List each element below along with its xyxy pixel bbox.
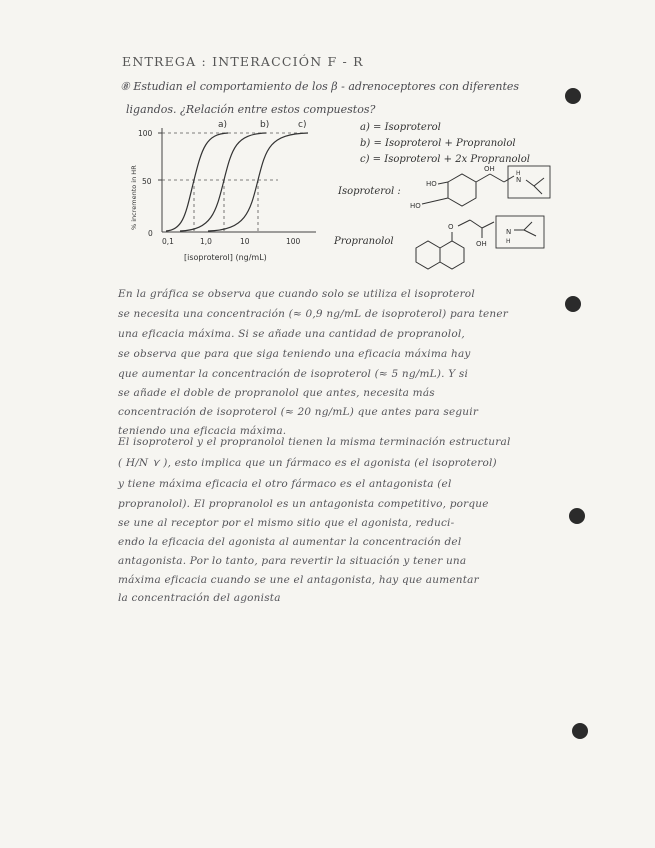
x-tick-10: 10 — [240, 237, 250, 246]
isoproterol-h: H — [516, 170, 521, 177]
curve-label-b: b) — [260, 120, 270, 130]
question-line-1: ⑧ Estudian el comportamiento de los β - adrenoceptores con diferentes — [120, 80, 520, 93]
propranolol-bond-8 — [524, 230, 536, 236]
propranolol-bond-4 — [482, 222, 494, 228]
paragraph-1-line: se observa que para que siga teniendo una eficacia máxima hay — [118, 348, 471, 360]
paragraph-2-line: máxima eficacia cuando se une el antagonista, hay que aumentar — [118, 574, 479, 586]
isoproterol-bond-6 — [534, 186, 542, 194]
paragraph-1-line: se añade el doble de propranolol que antes, necesita más — [118, 387, 435, 399]
y-tick-0: 0 — [148, 229, 153, 238]
punch-hole-1 — [565, 88, 581, 104]
punch-hole-2 — [565, 296, 581, 312]
isoproterol-ho-bottom: HO — [410, 202, 421, 210]
isoproterol-bond-8 — [422, 198, 448, 204]
paragraph-1-line: que aumentar la concentración de isoproterol (≈ 5 ng/mL). Y si — [118, 368, 469, 380]
paragraph-2-line: ( H/N ⋎ ), esto implica que un fármaco es el agonista (el isoproterol) — [118, 457, 497, 469]
isoproterol-oh: OH — [484, 165, 495, 173]
paragraph-2-line: propranolol). El propranolol es un antagonista competitivo, porque — [118, 498, 489, 510]
propranolol-h: H — [506, 238, 511, 245]
isoproterol-benzene-ring — [448, 174, 476, 206]
isoproterol-bond-7 — [438, 182, 448, 184]
isoproterol-bond-5 — [534, 178, 544, 186]
x-axis-label: [isoproterol] (ng/mL) — [184, 253, 267, 262]
curve-label-a: a) — [218, 120, 228, 130]
isoproterol-n: N — [516, 176, 522, 184]
legend-b: b) = Isoproterol + Propranolol — [360, 138, 516, 149]
isoproterol-bond-1 — [476, 174, 490, 182]
paragraph-2-line: se une al receptor por el mismo sitio que el agonista, reduci- — [118, 517, 455, 529]
isoproterol-bond-4 — [526, 180, 534, 186]
paragraph-1-line: En la gráfica se observa que cuando solo se utiliza el isoproterol — [118, 288, 475, 300]
legend-a: a) = Isoproterol — [360, 122, 441, 133]
propranolol-ring-1 — [416, 241, 440, 269]
y-axis-label: % incremento in HR — [130, 165, 138, 230]
x-tick-1-0: 1,0 — [200, 237, 212, 246]
propranolol-bond-3 — [470, 220, 482, 228]
paragraph-2-line: endo la eficacia del agonista al aumentar la concentración del — [118, 536, 462, 548]
propranolol-structure-label: Propranolol — [334, 236, 394, 247]
punch-hole-4 — [572, 723, 588, 739]
x-tick-0-1: 0,1 — [162, 237, 174, 246]
paragraph-1-line: una eficacia máxima. Si se añade una cantidad de propranolol, — [118, 328, 465, 340]
paragraph-1-line: concentración de isoproterol (≈ 20 ng/mL) que antes para seguir — [118, 406, 479, 418]
paragraph-2-line: la concentración del agonista — [118, 592, 281, 604]
paragraph-2-line: y tiene máxima eficacia el otro fármaco es el antagonista (el — [118, 478, 452, 490]
curve-label-c: c) — [298, 120, 307, 130]
propranolol-structure — [406, 214, 556, 274]
paragraph-1-line: teniendo una eficacia máxima. — [118, 425, 287, 437]
y-tick-100: 100 — [138, 129, 153, 138]
question-line-2: ligandos. ¿Relación entre estos compuestos? — [126, 103, 376, 116]
curve-a — [166, 133, 228, 231]
x-tick-100: 100 — [286, 237, 301, 246]
propranolol-amine-box — [496, 216, 544, 248]
propranolol-n: N — [506, 228, 512, 236]
propranolol-bond-2 — [458, 220, 470, 226]
propranolol-ring-2 — [440, 241, 464, 269]
isoproterol-ho-top: HO — [426, 180, 437, 188]
isoproterol-structure-label: Isoproterol : — [338, 186, 401, 197]
page-title: ENTREGA : INTERACCIÓN F - R — [122, 54, 364, 69]
y-tick-50: 50 — [142, 177, 152, 186]
propranolol-o: O — [448, 223, 454, 231]
propranolol-oh: OH — [476, 240, 487, 248]
paragraph-2-line: El isoproterol y el propranolol tienen la misma terminación estructural — [118, 436, 511, 448]
isoproterol-bond-3 — [504, 176, 514, 182]
propranolol-bond-7 — [524, 222, 532, 230]
paragraph-2-line: antagonista. Por lo tanto, para revertir la situación y tener una — [118, 555, 467, 567]
legend-c: c) = Isoproterol + 2x Propranolol — [360, 154, 530, 165]
isoproterol-bond-2 — [490, 174, 504, 182]
punch-hole-3 — [569, 508, 585, 524]
dose-response-graph — [118, 112, 338, 272]
paragraph-1-line: se necesita una concentración (≈ 0,9 ng/mL de isoproterol) para tener — [118, 308, 509, 320]
